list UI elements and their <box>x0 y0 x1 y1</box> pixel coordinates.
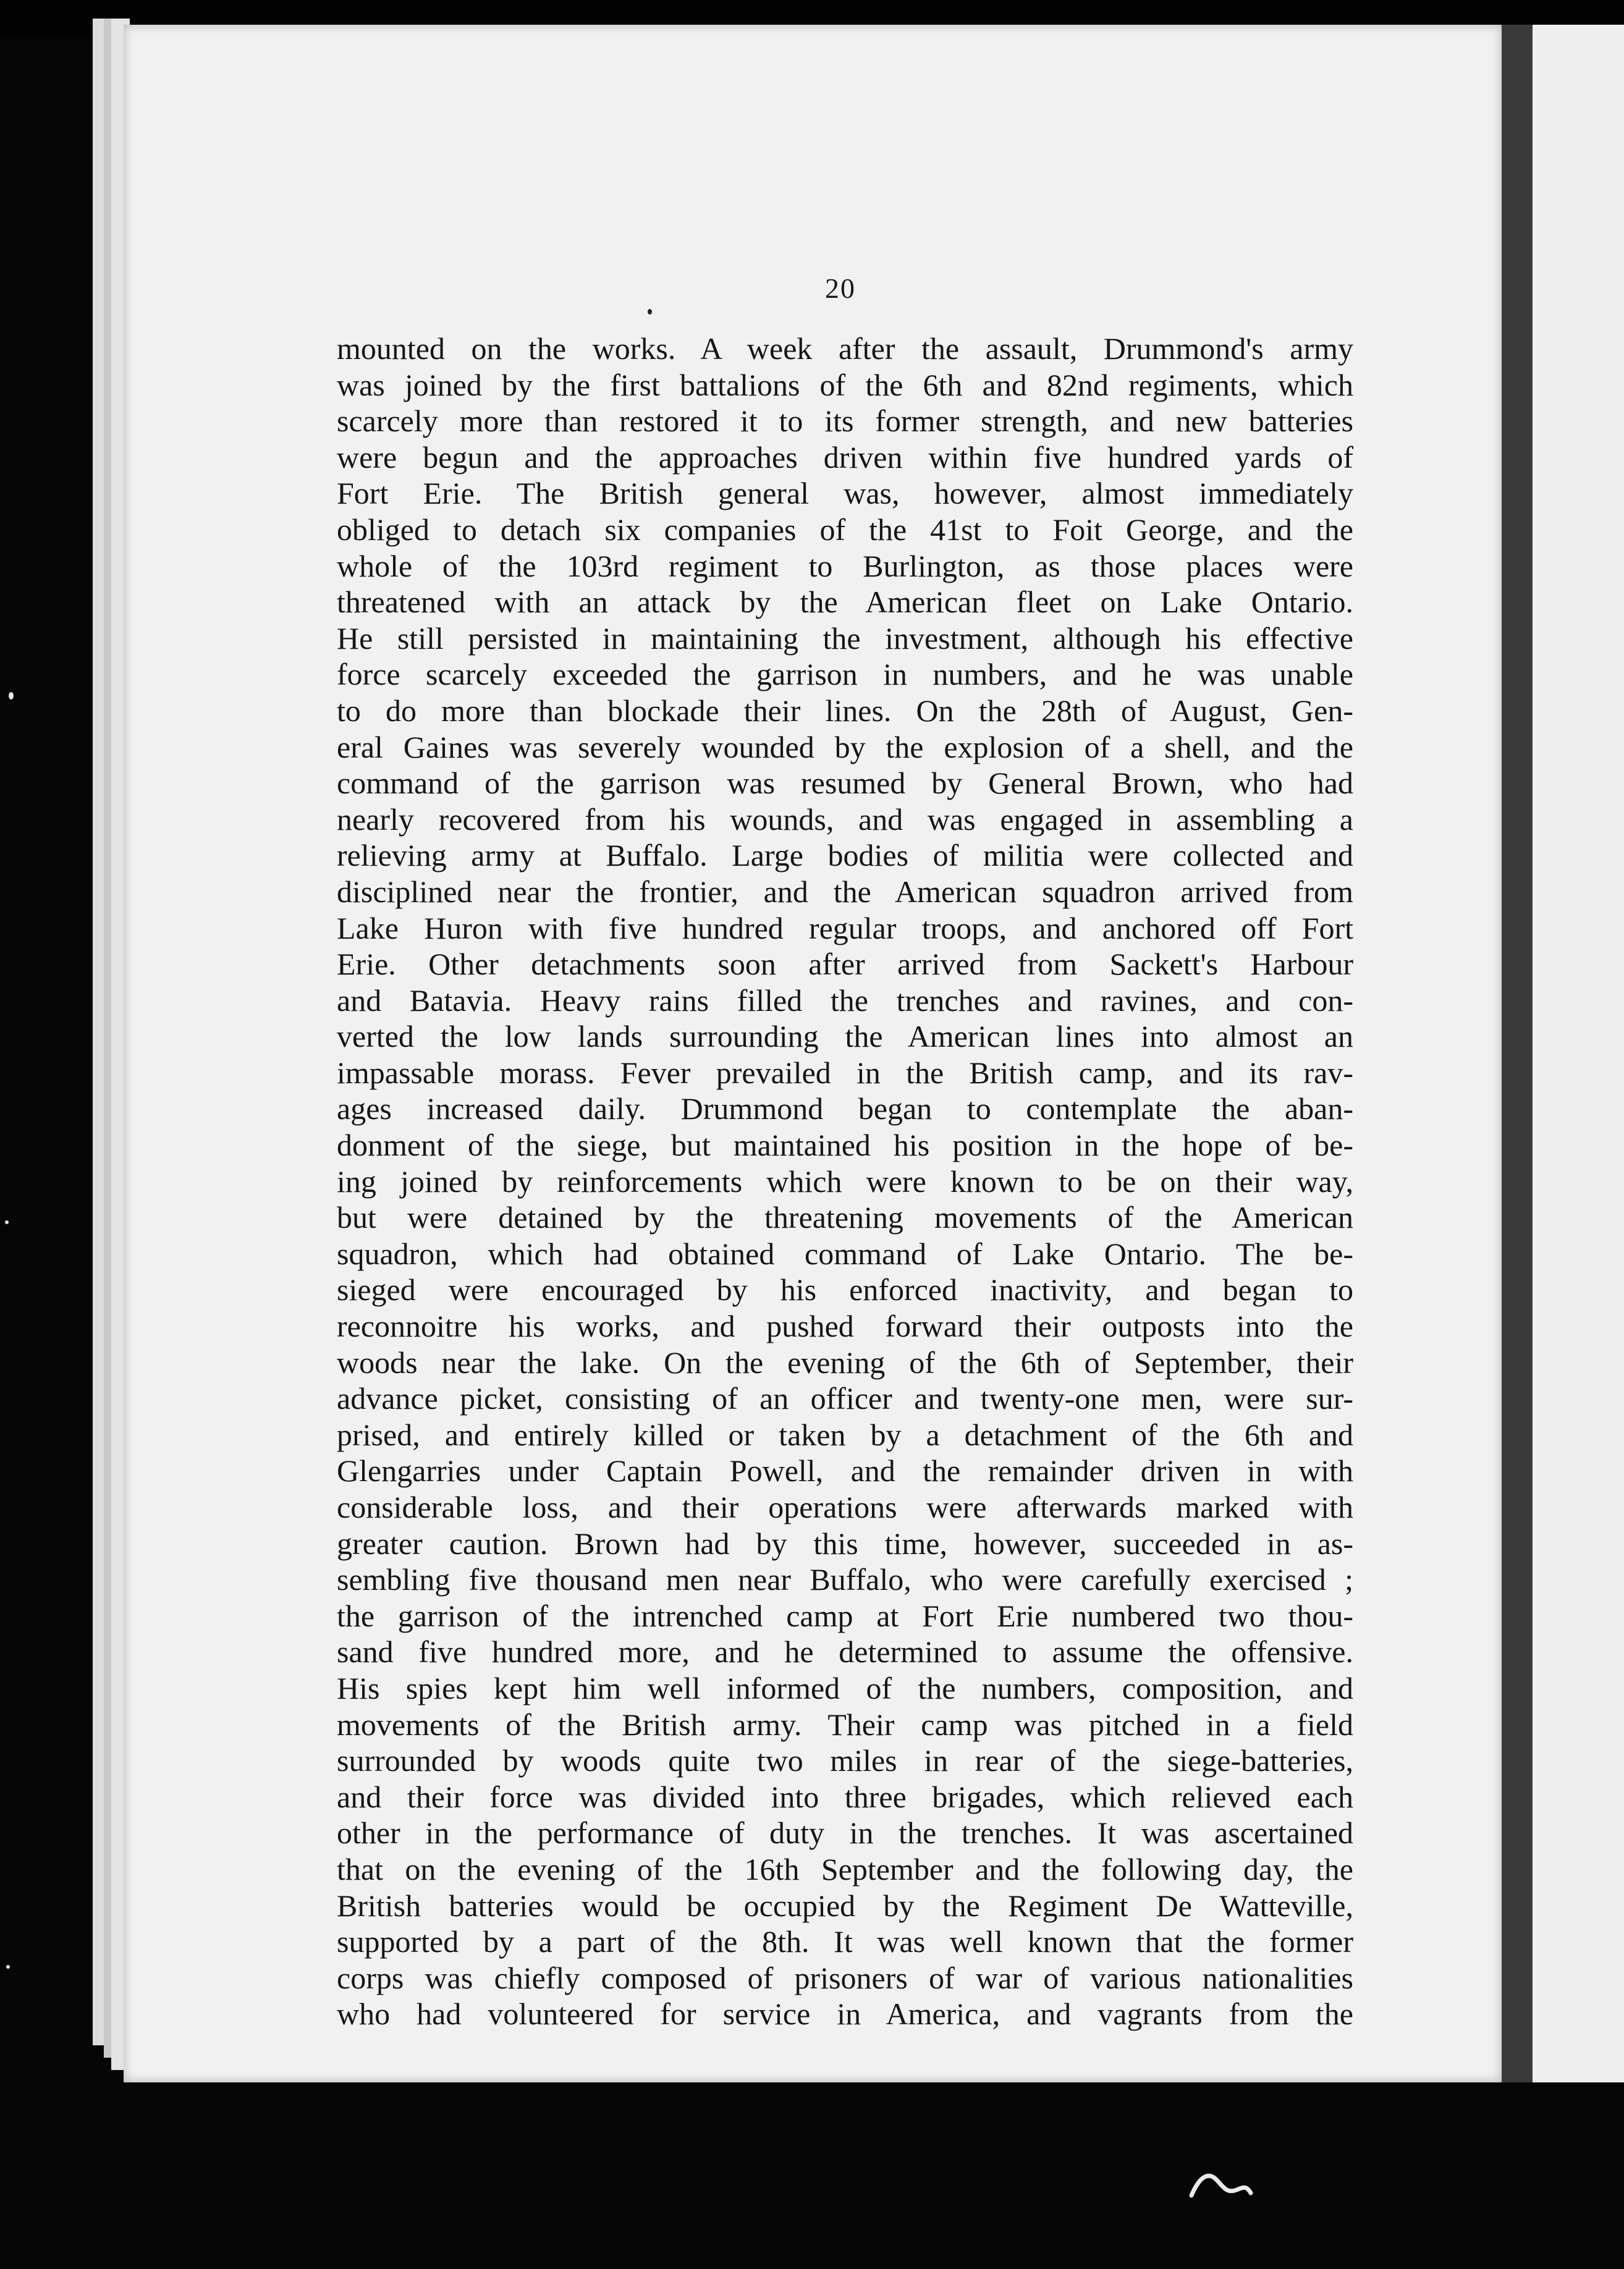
text-line: force scarcely exceeded the garrison in numbers, and he was unable <box>337 657 1353 692</box>
scan-speck <box>5 1220 9 1224</box>
ink-dot <box>648 309 652 315</box>
page-number: 20 <box>825 273 856 304</box>
text-line: Glengarries under Captain Powell, and the remainder driven in with <box>337 1453 1353 1489</box>
text-line: corps was chiefly composed of prisoners of war of various nationalities <box>337 1960 1353 1995</box>
text-line: Lake Huron with five hundred regular troops, and anchored off Fort <box>337 910 1353 945</box>
text-line: prised, and entirely killed or taken by a detachment of the 6th and <box>337 1417 1353 1452</box>
text-line: that on the evening of the 16th September and the following day, the <box>337 1851 1353 1887</box>
scan-speck <box>9 692 14 699</box>
text-line: Erie. Other detachments soon after arrived from Sackett's Harbour <box>337 947 1353 982</box>
text-line: nearly recovered from his wounds, and was engaged in assembling a <box>337 801 1353 837</box>
scan-speck <box>6 1965 10 1969</box>
text-line: other in the performance of duty in the trenches. It was ascertained <box>337 1815 1353 1851</box>
text-line: considerable loss, and their operations were afterwards marked with <box>337 1490 1353 1524</box>
text-line: was joined by the first battalions of the 6th and 82nd regiments, which <box>337 367 1353 402</box>
text-line: but were detained by the threatening movements of the American <box>337 1200 1353 1235</box>
text-line: sembling five thousand men near Buffalo, who were carefully exercised ; <box>337 1562 1353 1597</box>
text-line: surrounded by woods quite two miles in rear of the siege-batteries, <box>337 1743 1353 1778</box>
text-line: mounted on the works. A week after the assault, Drummond's army <box>337 331 1353 366</box>
text-line: disciplined near the frontier, and the American squadron arrived from <box>337 874 1353 909</box>
text-line: were begun and the approaches driven within five hundred yards of <box>337 439 1353 475</box>
text-line: to do more than blockade their lines. On the 28th of August, Gen- <box>337 693 1353 728</box>
text-line: ages increased daily. Drummond began to contemplate the aban- <box>337 1091 1353 1126</box>
text-line: and Batavia. Heavy rains filled the trenches and ravines, and con- <box>337 982 1353 1018</box>
text-line: the garrison of the intrenched camp at Fort Erie numbered two thou- <box>337 1598 1353 1633</box>
text-line: command of the garrison was resumed by General Brown, who had <box>337 766 1353 801</box>
text-line: squadron, which had obtained command of Lake Ontario. The be- <box>337 1236 1353 1271</box>
text-line: Fort Erie. The British general was, however, almost immediately <box>337 476 1353 511</box>
text-line: He still persisted in maintaining the investment, although his effective <box>337 620 1353 656</box>
text-line: scarcely more than restored it to its former strength, and new batteries <box>337 404 1353 439</box>
text-line: His spies kept him well informed of the numbers, composition, and <box>337 1670 1353 1705</box>
text-line: whole of the 103rd regiment to Burlington, as those places were <box>337 548 1353 583</box>
body-text <box>337 331 1353 2032</box>
text-line: verted the low lands surrounding the American lines into almost an <box>337 1019 1353 1054</box>
text-line: greater caution. Brown had by this time, however, succeeded in as- <box>337 1526 1353 1561</box>
text-line: woods near the lake. On the evening of the 6th of September, their <box>337 1345 1353 1380</box>
book-gutter <box>1502 25 1533 2082</box>
text-line: obliged to detach six companies of the 41st to Foit George, and the <box>337 512 1353 547</box>
text-line: donment of the siege, but maintained his position in the hope of be- <box>337 1128 1353 1163</box>
text-line: supported by a part of the 8th. It was well known that the former <box>337 1924 1353 1959</box>
text-line: ing joined by reinforcements which were known to be on their way, <box>337 1164 1353 1199</box>
text-line: impassable morass. Fever prevailed in the British camp, and its rav- <box>337 1055 1353 1090</box>
facing-page <box>1533 25 1624 2082</box>
text-line: and their force was divided into three brigades, which relieved each <box>337 1779 1353 1814</box>
scan-mark <box>1186 2166 1254 2203</box>
text-line: sand five hundred more, and he determined to assume the offensive. <box>337 1634 1353 1670</box>
text-line: relieving army at Buffalo. Large bodies of militia were collected and <box>337 838 1353 873</box>
text-line: sieged were encouraged by his enforced inactivity, and began to <box>337 1272 1353 1308</box>
text-line: British batteries would be occupied by the Regiment De Watteville, <box>337 1888 1353 1923</box>
text-line: who had volunteered for service in America, and vagrants from the <box>337 1996 1353 2032</box>
text-line: reconnoitre his works, and pushed forward their outposts into the <box>337 1309 1353 1344</box>
text-line: eral Gaines was severely wounded by the explosion of a shell, and the <box>337 729 1353 764</box>
text-line: advance picket, consisting of an officer and twenty-one men, were sur- <box>337 1381 1353 1416</box>
text-line: movements of the British army. Their camp was pitched in a field <box>337 1707 1353 1742</box>
text-line: threatened with an attack by the American fleet on Lake Ontario. <box>337 585 1353 620</box>
